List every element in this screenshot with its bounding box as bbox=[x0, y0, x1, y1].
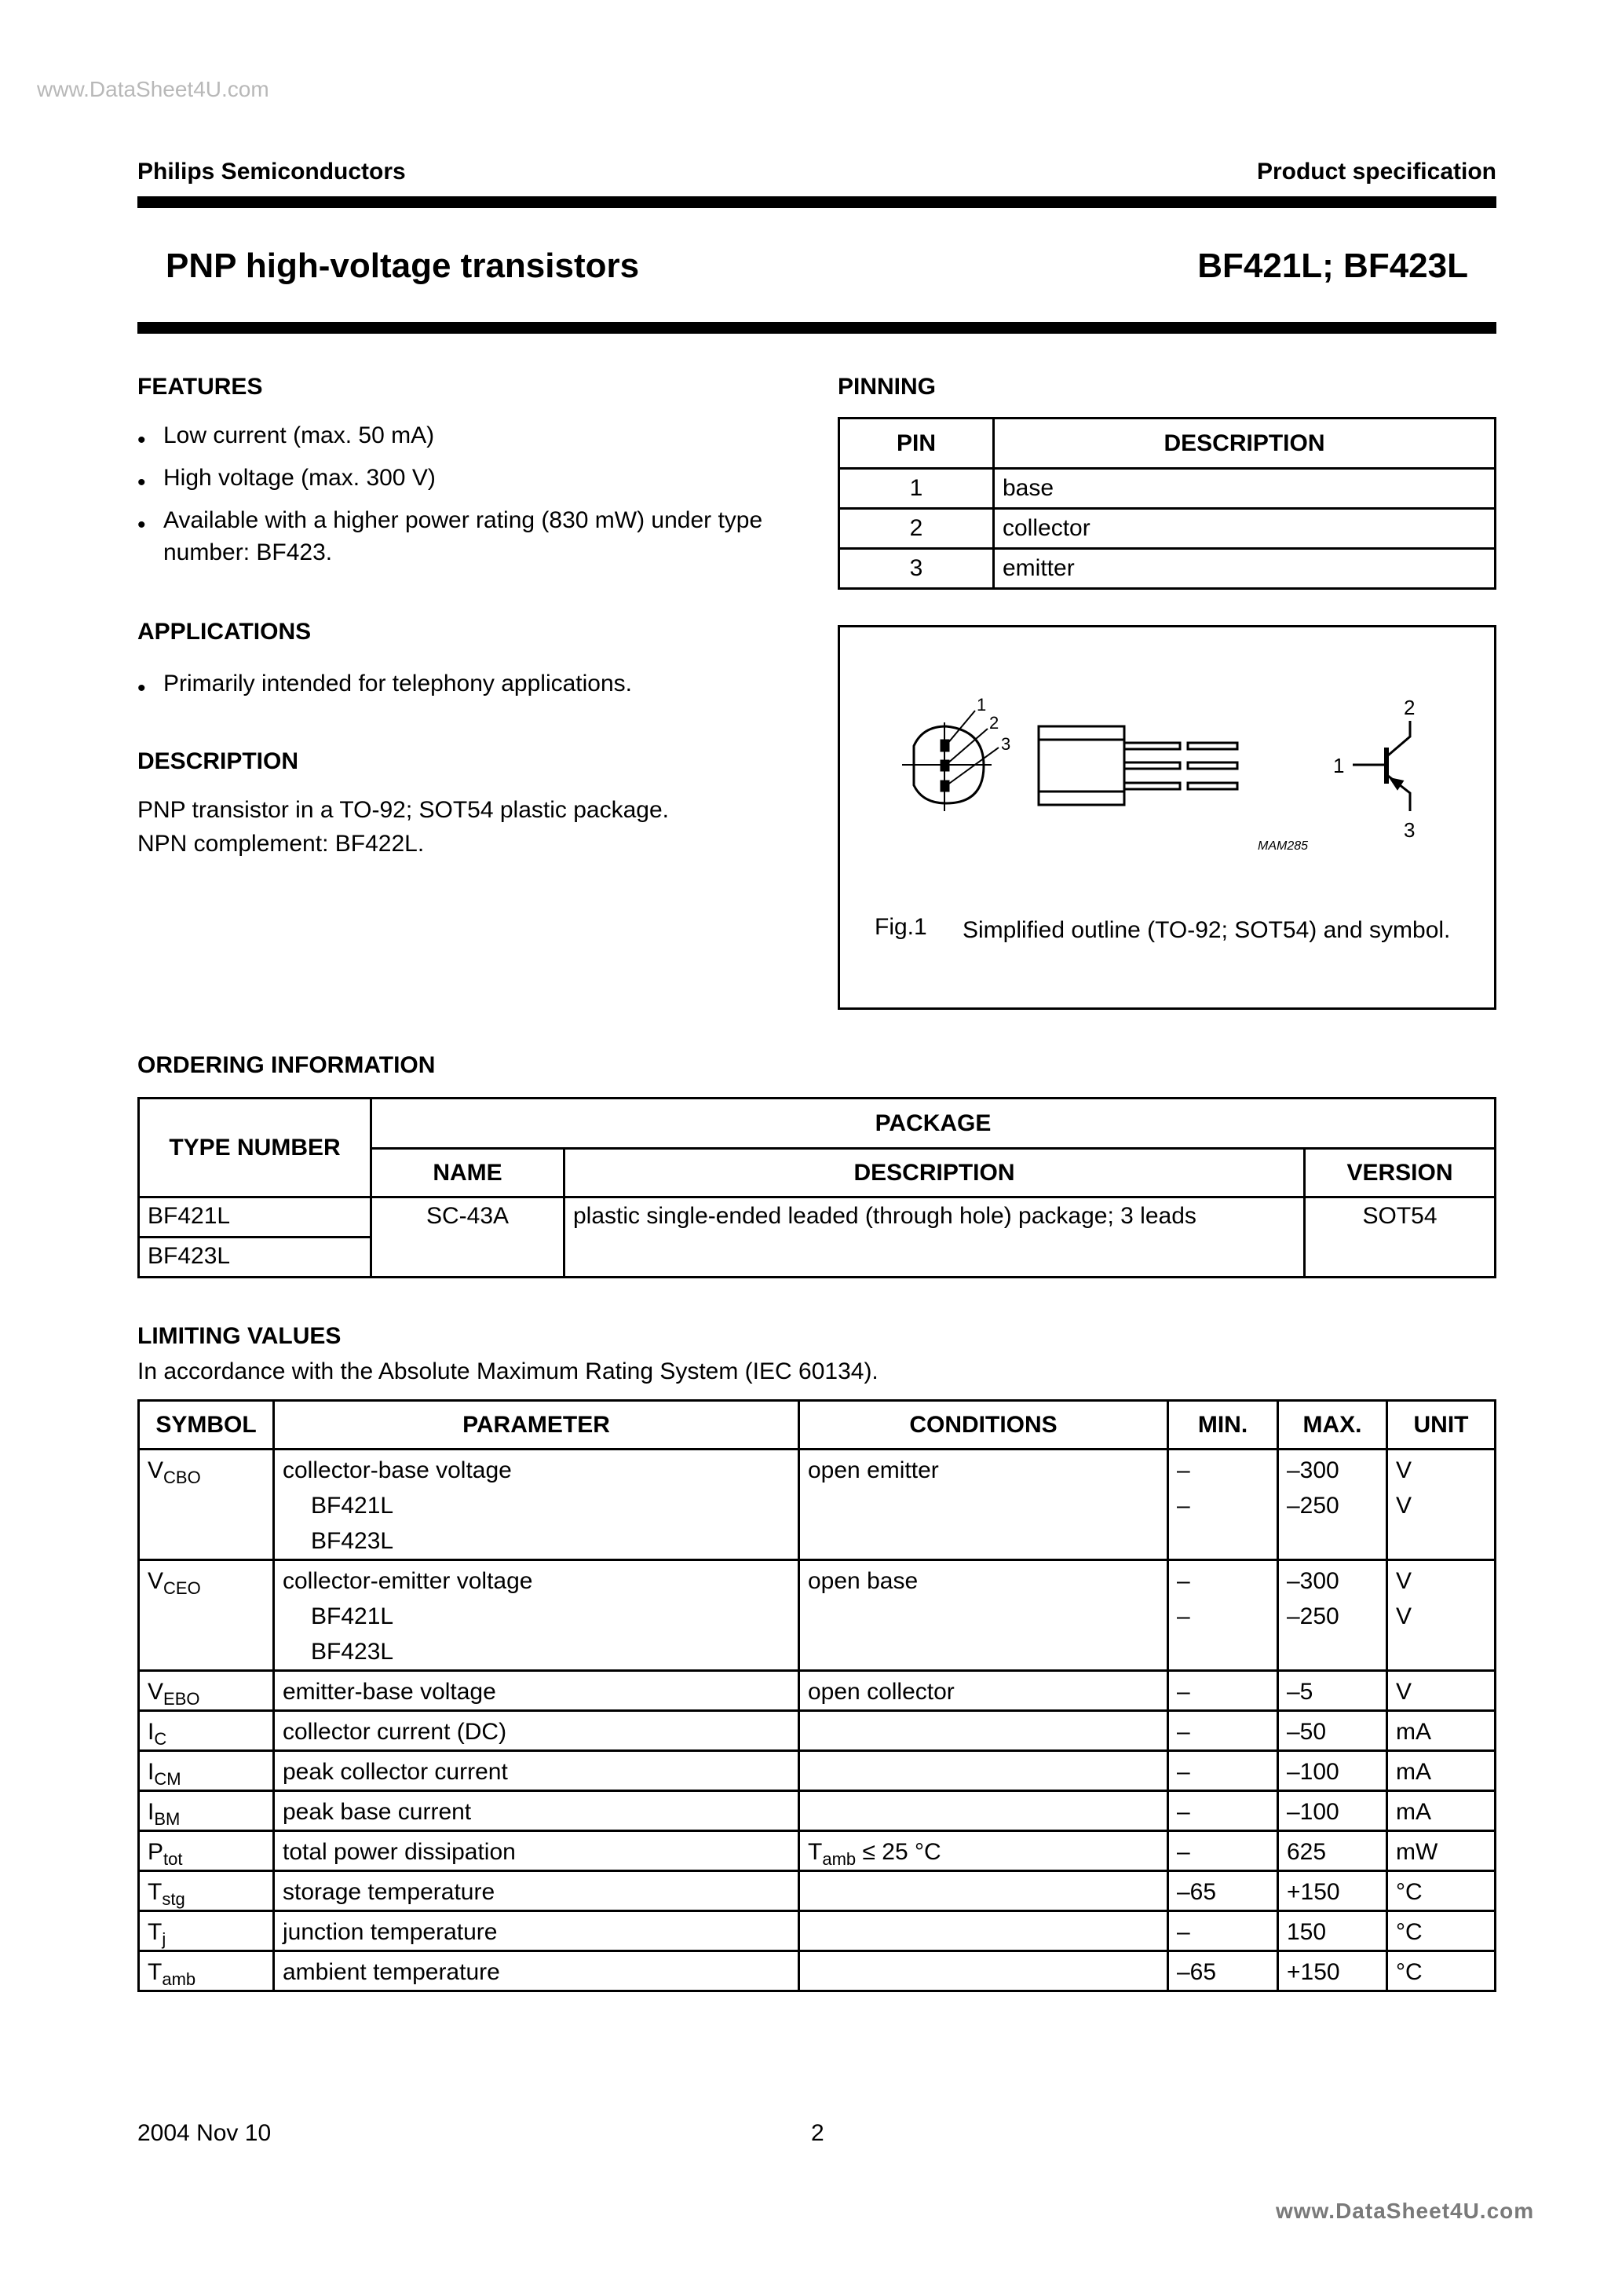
symbol-subscript: CBO bbox=[163, 1468, 201, 1487]
max-value: –50 bbox=[1278, 1711, 1387, 1751]
conditions bbox=[799, 1711, 1168, 1751]
symbol-cell bbox=[139, 1831, 274, 1871]
unit-value: V bbox=[1396, 1568, 1412, 1594]
application-text: Primarily intended for telephony applications. bbox=[163, 671, 632, 696]
conditions-header: CONDITIONS bbox=[799, 1401, 1168, 1450]
name-header: NAME bbox=[371, 1149, 564, 1197]
conditions bbox=[799, 1671, 1168, 1711]
description-line: PNP transistor in a TO-92; SOT54 plastic package. bbox=[137, 797, 669, 823]
symbol-cell bbox=[139, 1711, 274, 1751]
unit-value: °C bbox=[1387, 1871, 1496, 1911]
applications-heading: APPLICATIONS bbox=[137, 619, 312, 645]
limiting-heading: LIMITING VALUES bbox=[137, 1323, 342, 1349]
symbol: P bbox=[148, 1839, 164, 1865]
symbol-cell bbox=[139, 1671, 274, 1711]
type-number: BF423L bbox=[139, 1238, 371, 1278]
unit-value: V bbox=[1396, 1493, 1412, 1519]
symbol-cell bbox=[139, 1751, 274, 1791]
min-value: – bbox=[1177, 1603, 1190, 1629]
package-name: SC-43A bbox=[371, 1197, 564, 1278]
pin-label: 3 bbox=[1001, 734, 1011, 754]
features-heading: FEATURES bbox=[137, 374, 263, 400]
type-number-header: TYPE NUMBER bbox=[139, 1099, 371, 1197]
pin-col-header: PIN bbox=[839, 419, 994, 469]
parameter: emitter-base voltage bbox=[274, 1671, 799, 1711]
parameter: storage temperature bbox=[274, 1871, 799, 1911]
parameter: total power dissipation bbox=[274, 1831, 799, 1871]
condition-text: T bbox=[808, 1839, 823, 1865]
table-row bbox=[139, 1450, 1496, 1560]
max-value: –100 bbox=[1278, 1791, 1387, 1831]
page-title: PNP high-voltage transistors bbox=[166, 247, 640, 285]
symbol-subscript: j bbox=[162, 1929, 166, 1949]
parameter-cell bbox=[274, 1450, 799, 1560]
pnp-transistor-symbol bbox=[1353, 721, 1410, 811]
condition-text: open collector bbox=[808, 1679, 955, 1705]
parameter: peak collector current bbox=[274, 1751, 799, 1791]
figure-number: Fig.1 bbox=[875, 914, 927, 940]
conditions bbox=[799, 1911, 1168, 1951]
unit-value: °C bbox=[1387, 1951, 1496, 1991]
pin-label: 1 bbox=[977, 695, 987, 715]
symbol-cell bbox=[139, 1450, 274, 1560]
feature-text: Available with a higher power rating (830 mW) under type number: BF423. bbox=[163, 507, 763, 565]
max-value: 150 bbox=[1278, 1911, 1387, 1951]
symbol-subscript: CM bbox=[154, 1769, 181, 1789]
unit-header: UNIT bbox=[1387, 1401, 1496, 1450]
table-row bbox=[139, 1831, 1496, 1871]
part-numbers: BF421L; BF423L bbox=[1197, 247, 1468, 285]
min-header: MIN. bbox=[1168, 1401, 1278, 1450]
transistor-outline-figure bbox=[0, 0, 1622, 1021]
pin-description: emitter bbox=[994, 549, 1496, 589]
footer-date: 2004 Nov 10 bbox=[137, 2120, 272, 2146]
symbol-base-label: 1 bbox=[1333, 754, 1345, 777]
symbol-subscript: stg bbox=[162, 1889, 185, 1909]
symbol-header: SYMBOL bbox=[139, 1401, 274, 1450]
parameter: collector current (DC) bbox=[274, 1711, 799, 1751]
to92-bottom-view bbox=[902, 711, 999, 811]
package-version: SOT54 bbox=[1305, 1197, 1496, 1278]
condition-rest: ≤ 25 °C bbox=[856, 1839, 941, 1865]
parameter: ambient temperature bbox=[274, 1951, 799, 1991]
parameter: peak base current bbox=[274, 1791, 799, 1831]
max-value: –300 bbox=[1287, 1457, 1339, 1483]
max-cell bbox=[1278, 1560, 1387, 1671]
table-row bbox=[139, 1751, 1496, 1791]
symbol-cell bbox=[139, 1911, 274, 1951]
min-value: – bbox=[1177, 1568, 1190, 1594]
symbol-emitter-label: 3 bbox=[1404, 818, 1416, 842]
min-value: –65 bbox=[1168, 1951, 1278, 1991]
symbol: T bbox=[148, 1959, 163, 1985]
pin-label: 2 bbox=[989, 713, 999, 733]
unit-value: V bbox=[1396, 1457, 1412, 1483]
unit-value: V bbox=[1396, 1603, 1412, 1629]
figure-code: MAM285 bbox=[1258, 839, 1309, 853]
figure-caption: Simplified outline (TO-92; SOT54) and symbol. bbox=[963, 917, 1451, 943]
min-value: – bbox=[1168, 1751, 1278, 1791]
min-value: – bbox=[1168, 1671, 1278, 1711]
table-row bbox=[139, 1711, 1496, 1751]
table-row bbox=[139, 1911, 1496, 1951]
pin-number: 2 bbox=[839, 509, 994, 549]
conditions bbox=[799, 1791, 1168, 1831]
limiting-intro: In accordance with the Absolute Maximum Rating System (IEC 60134). bbox=[137, 1358, 879, 1384]
min-value: –65 bbox=[1168, 1871, 1278, 1911]
symbol-subscript: amb bbox=[162, 1969, 196, 1989]
max-value: 625 bbox=[1278, 1831, 1387, 1871]
parameter-cell bbox=[274, 1560, 799, 1671]
min-value: – bbox=[1177, 1493, 1190, 1519]
table-row bbox=[139, 1560, 1496, 1671]
limiting-values-table bbox=[137, 1399, 1496, 1992]
symbol-subscript: C bbox=[154, 1729, 167, 1749]
parameter: junction temperature bbox=[274, 1911, 799, 1951]
unit-value: mA bbox=[1387, 1791, 1496, 1831]
symbol: T bbox=[148, 1879, 163, 1905]
max-header: MAX. bbox=[1278, 1401, 1387, 1450]
symbol: V bbox=[148, 1457, 164, 1483]
condition-subscript: amb bbox=[822, 1849, 857, 1869]
parameter: collector-emitter voltage bbox=[283, 1568, 533, 1594]
symbol-collector-label: 2 bbox=[1404, 696, 1416, 719]
symbol-cell bbox=[139, 1871, 274, 1911]
version-header: VERSION bbox=[1305, 1149, 1496, 1197]
desc-header: DESCRIPTION bbox=[564, 1149, 1305, 1197]
conditions: open emitter bbox=[799, 1450, 1168, 1560]
unit-value: V bbox=[1387, 1671, 1496, 1711]
max-value: +150 bbox=[1278, 1871, 1387, 1911]
unit-value: °C bbox=[1387, 1911, 1496, 1951]
min-cell bbox=[1168, 1560, 1278, 1671]
feature-item: • Available with a higher power rating (830 mW) under type number: BF423. bbox=[137, 504, 781, 569]
description-line: NPN complement: BF422L. bbox=[137, 831, 425, 857]
table-row bbox=[139, 1951, 1496, 1991]
parameter: collector-base voltage bbox=[283, 1457, 512, 1483]
pin-number: 1 bbox=[839, 469, 994, 509]
watermark-top: www.DataSheet4U.com bbox=[37, 77, 269, 101]
max-cell bbox=[1278, 1450, 1387, 1560]
symbol-cell bbox=[139, 1791, 274, 1831]
header-company: Philips Semiconductors bbox=[137, 159, 406, 185]
max-value: +150 bbox=[1278, 1951, 1387, 1991]
feature-item: • Low current (max. 50 mA) bbox=[137, 419, 797, 452]
symbol-cell bbox=[139, 1560, 274, 1671]
max-value: –300 bbox=[1287, 1568, 1339, 1594]
table-row bbox=[139, 1671, 1496, 1711]
ordering-table bbox=[137, 1097, 1496, 1278]
unit-value: mW bbox=[1387, 1831, 1496, 1871]
pin-number: 3 bbox=[839, 549, 994, 589]
type-variant: BF421L bbox=[311, 1493, 394, 1519]
min-cell bbox=[1168, 1450, 1278, 1560]
description-col-header: DESCRIPTION bbox=[994, 419, 1496, 469]
min-value: – bbox=[1177, 1457, 1190, 1483]
symbol: T bbox=[148, 1919, 163, 1945]
conditions bbox=[799, 1951, 1168, 1991]
unit-value: mA bbox=[1387, 1751, 1496, 1791]
feature-text: High voltage (max. 300 V) bbox=[163, 465, 436, 491]
conditions bbox=[799, 1871, 1168, 1911]
type-number: BF421L bbox=[139, 1197, 371, 1238]
table-row bbox=[139, 1197, 1496, 1238]
header-doc-type: Product specification bbox=[1256, 159, 1496, 185]
application-item: • Primarily intended for telephony applications. bbox=[137, 667, 797, 700]
pin-description: collector bbox=[994, 509, 1496, 549]
symbol: I bbox=[148, 1759, 155, 1785]
feature-text: Low current (max. 50 mA) bbox=[163, 422, 435, 448]
table-row bbox=[139, 1791, 1496, 1831]
type-variant: BF421L bbox=[311, 1603, 394, 1629]
symbol-subscript: tot bbox=[163, 1849, 183, 1869]
to92-side-view bbox=[1039, 726, 1237, 805]
description-heading: DESCRIPTION bbox=[137, 748, 299, 774]
symbol: I bbox=[148, 1799, 155, 1825]
max-value: –5 bbox=[1278, 1671, 1387, 1711]
unit-cell bbox=[1387, 1560, 1496, 1671]
pinning-heading: PINNING bbox=[838, 374, 937, 400]
conditions: open base bbox=[799, 1560, 1168, 1671]
pin-description: base bbox=[994, 469, 1496, 509]
type-variant: BF423L bbox=[311, 1639, 394, 1665]
max-value: –250 bbox=[1287, 1493, 1339, 1519]
min-value: – bbox=[1168, 1791, 1278, 1831]
conditions bbox=[799, 1751, 1168, 1791]
max-value: –100 bbox=[1278, 1751, 1387, 1791]
symbol-cell bbox=[139, 1951, 274, 1991]
package-description: plastic single-ended leaded (through hole) package; 3 leads bbox=[564, 1197, 1305, 1278]
min-value: – bbox=[1168, 1911, 1278, 1951]
page-number: 2 bbox=[811, 2120, 824, 2146]
symbol-subscript: BM bbox=[154, 1809, 181, 1829]
watermark-bottom: www.DataSheet4U.com bbox=[1276, 2199, 1535, 2223]
type-variant: BF423L bbox=[311, 1528, 394, 1554]
parameter-header: PARAMETER bbox=[274, 1401, 799, 1450]
feature-item: • High voltage (max. 300 V) bbox=[137, 462, 797, 494]
symbol-subscript: CEO bbox=[163, 1578, 201, 1598]
symbol-subscript: EBO bbox=[163, 1689, 200, 1709]
package-header: PACKAGE bbox=[371, 1099, 1496, 1149]
max-value: –250 bbox=[1287, 1603, 1339, 1629]
symbol: V bbox=[148, 1568, 164, 1594]
symbol: I bbox=[148, 1719, 155, 1745]
symbol: V bbox=[148, 1679, 164, 1705]
ordering-heading: ORDERING INFORMATION bbox=[137, 1052, 436, 1078]
conditions bbox=[799, 1831, 1168, 1871]
min-value: – bbox=[1168, 1831, 1278, 1871]
table-row bbox=[139, 1871, 1496, 1911]
unit-value: mA bbox=[1387, 1711, 1496, 1751]
min-value: – bbox=[1168, 1711, 1278, 1751]
unit-cell bbox=[1387, 1450, 1496, 1560]
